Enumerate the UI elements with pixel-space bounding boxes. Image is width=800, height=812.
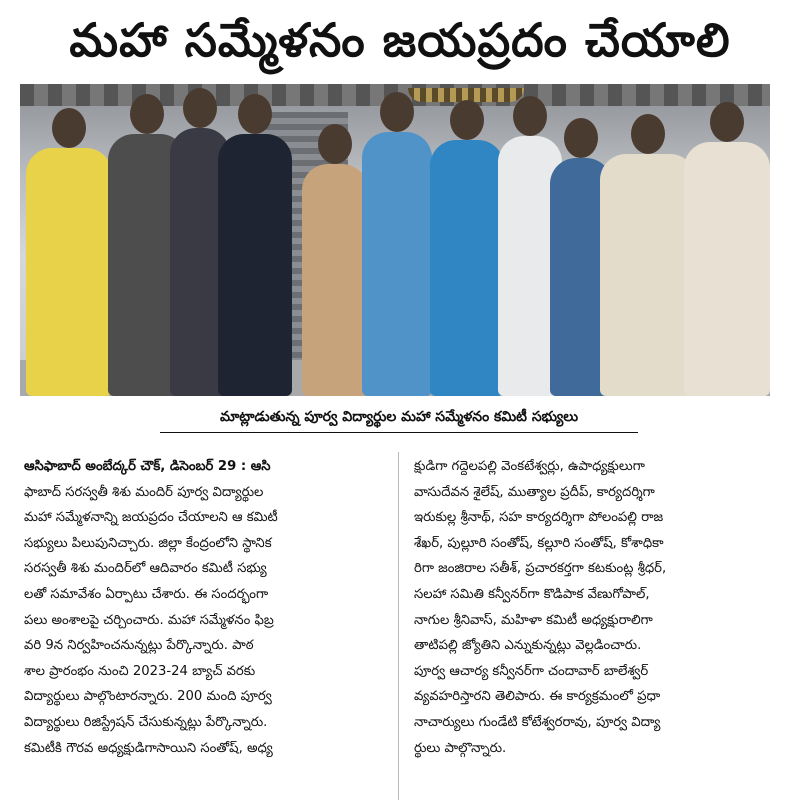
- article-line: రిగా జంజిరాల సతీశ్, ప్రచారకర్తగా కటకుంట్ల శ్రీధర్,: [414, 561, 667, 577]
- article-line: ఫాబాద్ సరస్వతీ శిశు మందిర్ పూర్వ విద్యార్థుల: [24, 484, 264, 500]
- article-column-right: [414, 454, 778, 761]
- article-line: సభ్యులు పిలుపునిచ్చారు. జిల్లా కేంద్రంలోని స్థానిక: [24, 535, 272, 551]
- article-line: నాగుల శ్రీనివాస్, మహిళా కమిటీ అధ్యక్షురాలిగా: [414, 612, 653, 628]
- article-line: శాల ప్రారంభం నుంచి 2023-24 బ్యాచ్ వరకు: [24, 663, 256, 679]
- article-column-left: [24, 454, 376, 761]
- photo-person: [430, 140, 504, 396]
- headline: మహా సమ్మేళనం జయప్రదం చేయాలి: [69, 13, 731, 67]
- article-line: ఆసిఫాబాద్ అంబేద్కర్ చౌక్, డిసెంబర్ 29 : ఆసి: [24, 459, 271, 474]
- article-line: లతో సమావేశం ఏర్పాటు చేశారు. ఈ సందర్భంగా: [24, 586, 269, 602]
- article-line: వాసుదేవన శైలేష్, ముత్యాల ప్రదీప్, కార్యదర్శిగా: [414, 484, 655, 500]
- article-line: పలు అంశాలపై చర్చించారు. మహా సమ్మేళనం ఫిబ్ర: [24, 612, 274, 628]
- article-line: విద్యార్థులు రిజిస్ట్రేషన్ చేసుకున్నట్లు పేర్కొన్నారు.: [24, 714, 268, 730]
- photo-person: [26, 148, 112, 396]
- article-line: కమిటీకి గౌరవ అధ్యక్షుడిగాసాయిని సంతోష్, అధ్య: [24, 740, 273, 756]
- article-line: నాచార్యులు గుండేటి కోటేశ్వరరావు, పూర్వ విద్యా: [414, 714, 661, 730]
- article-line: మహా సమ్మేళనాన్ని జయప్రదం చేయాలని ఆ కమిటీ: [24, 510, 278, 526]
- article-line: విద్యార్థులు పాల్గొంటారన్నారు. 200 మంది పూర్వ: [24, 689, 272, 705]
- article-line: సరస్వతీ శిశు మందిర్‌లో ఆదివారం కమిటీ సభ్యు: [24, 561, 267, 577]
- article-line: తాటిపల్లి జ్యోతిని ఎన్నుకున్నట్లు వెల్లడించారు.: [414, 638, 642, 654]
- photo-person: [218, 134, 292, 396]
- article-line: శేఖర్, పుల్లూరి సంతోష్, కల్లూరి సంతోష్, కోశాధికా: [414, 535, 664, 551]
- photo-caption: మాట్లాడుతున్న పూర్వ విద్యార్థుల మహా సమ్మేళనం కమిటీ సభ్యులు: [160, 404, 638, 433]
- article-line: వ్యవహరిస్తారని తెలిపారు. ఈ కార్యక్రమంలో ప్రధా: [414, 689, 661, 705]
- article-line: ఇరుకుల్ల శ్రీనాథ్, సహ కార్యదర్శిగా పోలంపల్లి రాజ: [414, 510, 664, 526]
- article-line: వరి 9న నిర్వహించనున్నట్లు పేర్కొన్నారు. పాఠ: [24, 638, 254, 654]
- photo-person: [684, 142, 770, 396]
- article-line: ర్థులు పాల్గొన్నారు.: [414, 740, 507, 756]
- column-divider: [398, 452, 399, 800]
- photo-person: [362, 132, 432, 396]
- article-line: సలహా సమితి కన్వీనర్‌గా కొడిపాక వేణుగోపాల్,: [414, 586, 650, 602]
- group-photo: [20, 84, 770, 396]
- article-line: క్షుడిగా గద్దెలపల్లి వెంకటేశ్వర్లు, ఉపాధ్యక్షులుగా: [414, 459, 645, 474]
- article-line: పూర్వ ఆచార్య కన్వీనర్‌గా చందావార్ బాలేశ్వర్: [414, 663, 649, 679]
- photo-person: [302, 164, 368, 396]
- photo-person: [600, 154, 696, 396]
